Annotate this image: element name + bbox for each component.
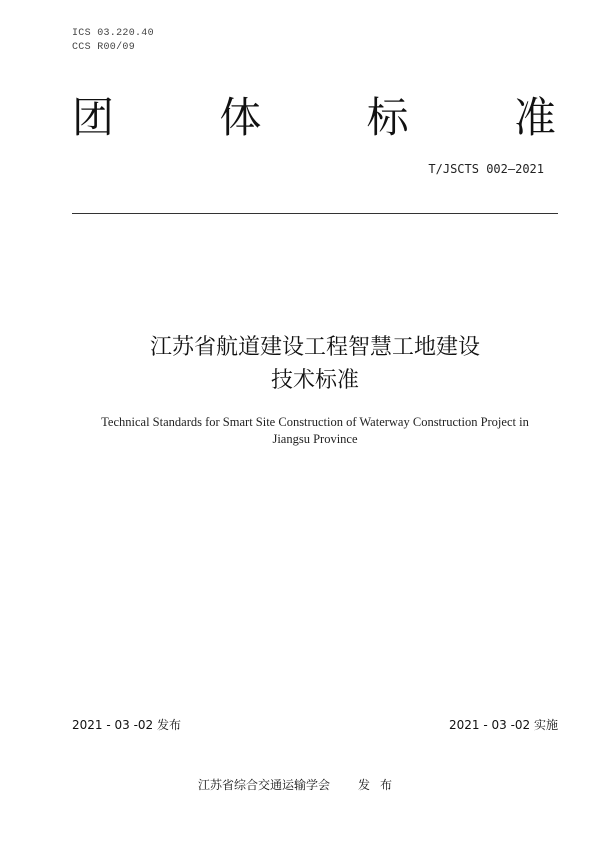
title-char-3: 标 (366, 93, 409, 142)
title-char-1: 团 (72, 93, 115, 142)
english-title-line-2: Jiangsu Province (272, 432, 358, 446)
publisher-line (198, 776, 402, 793)
classification-block (72, 27, 154, 55)
title-char-2: 体 (219, 93, 262, 142)
ccs-code: CCS R00/09 (72, 42, 136, 53)
english-title-line-1: Technical Standards for Smart Site Construction of Waterway Construction Project in (101, 415, 529, 429)
chinese-title-line-1: 江苏省航道建设工程智慧工地建设 (149, 335, 480, 360)
chinese-title-line-2: 技术标准 (270, 368, 359, 393)
publisher-name: 江苏省综合交通运输学会 (198, 778, 331, 792)
release-date: 2021 - 03 -02 发布 (72, 718, 181, 732)
document-type-title (72, 94, 556, 142)
title-char-4: 准 (513, 93, 556, 142)
standard-code: T/JSCTS 002—2021 (428, 162, 544, 176)
implementation-date: 2021 - 03 -02 实施 (449, 718, 558, 732)
header-divider (72, 213, 558, 214)
publisher-action: 发布 (358, 778, 403, 792)
ics-code: ICS 03.220.40 (72, 28, 154, 39)
